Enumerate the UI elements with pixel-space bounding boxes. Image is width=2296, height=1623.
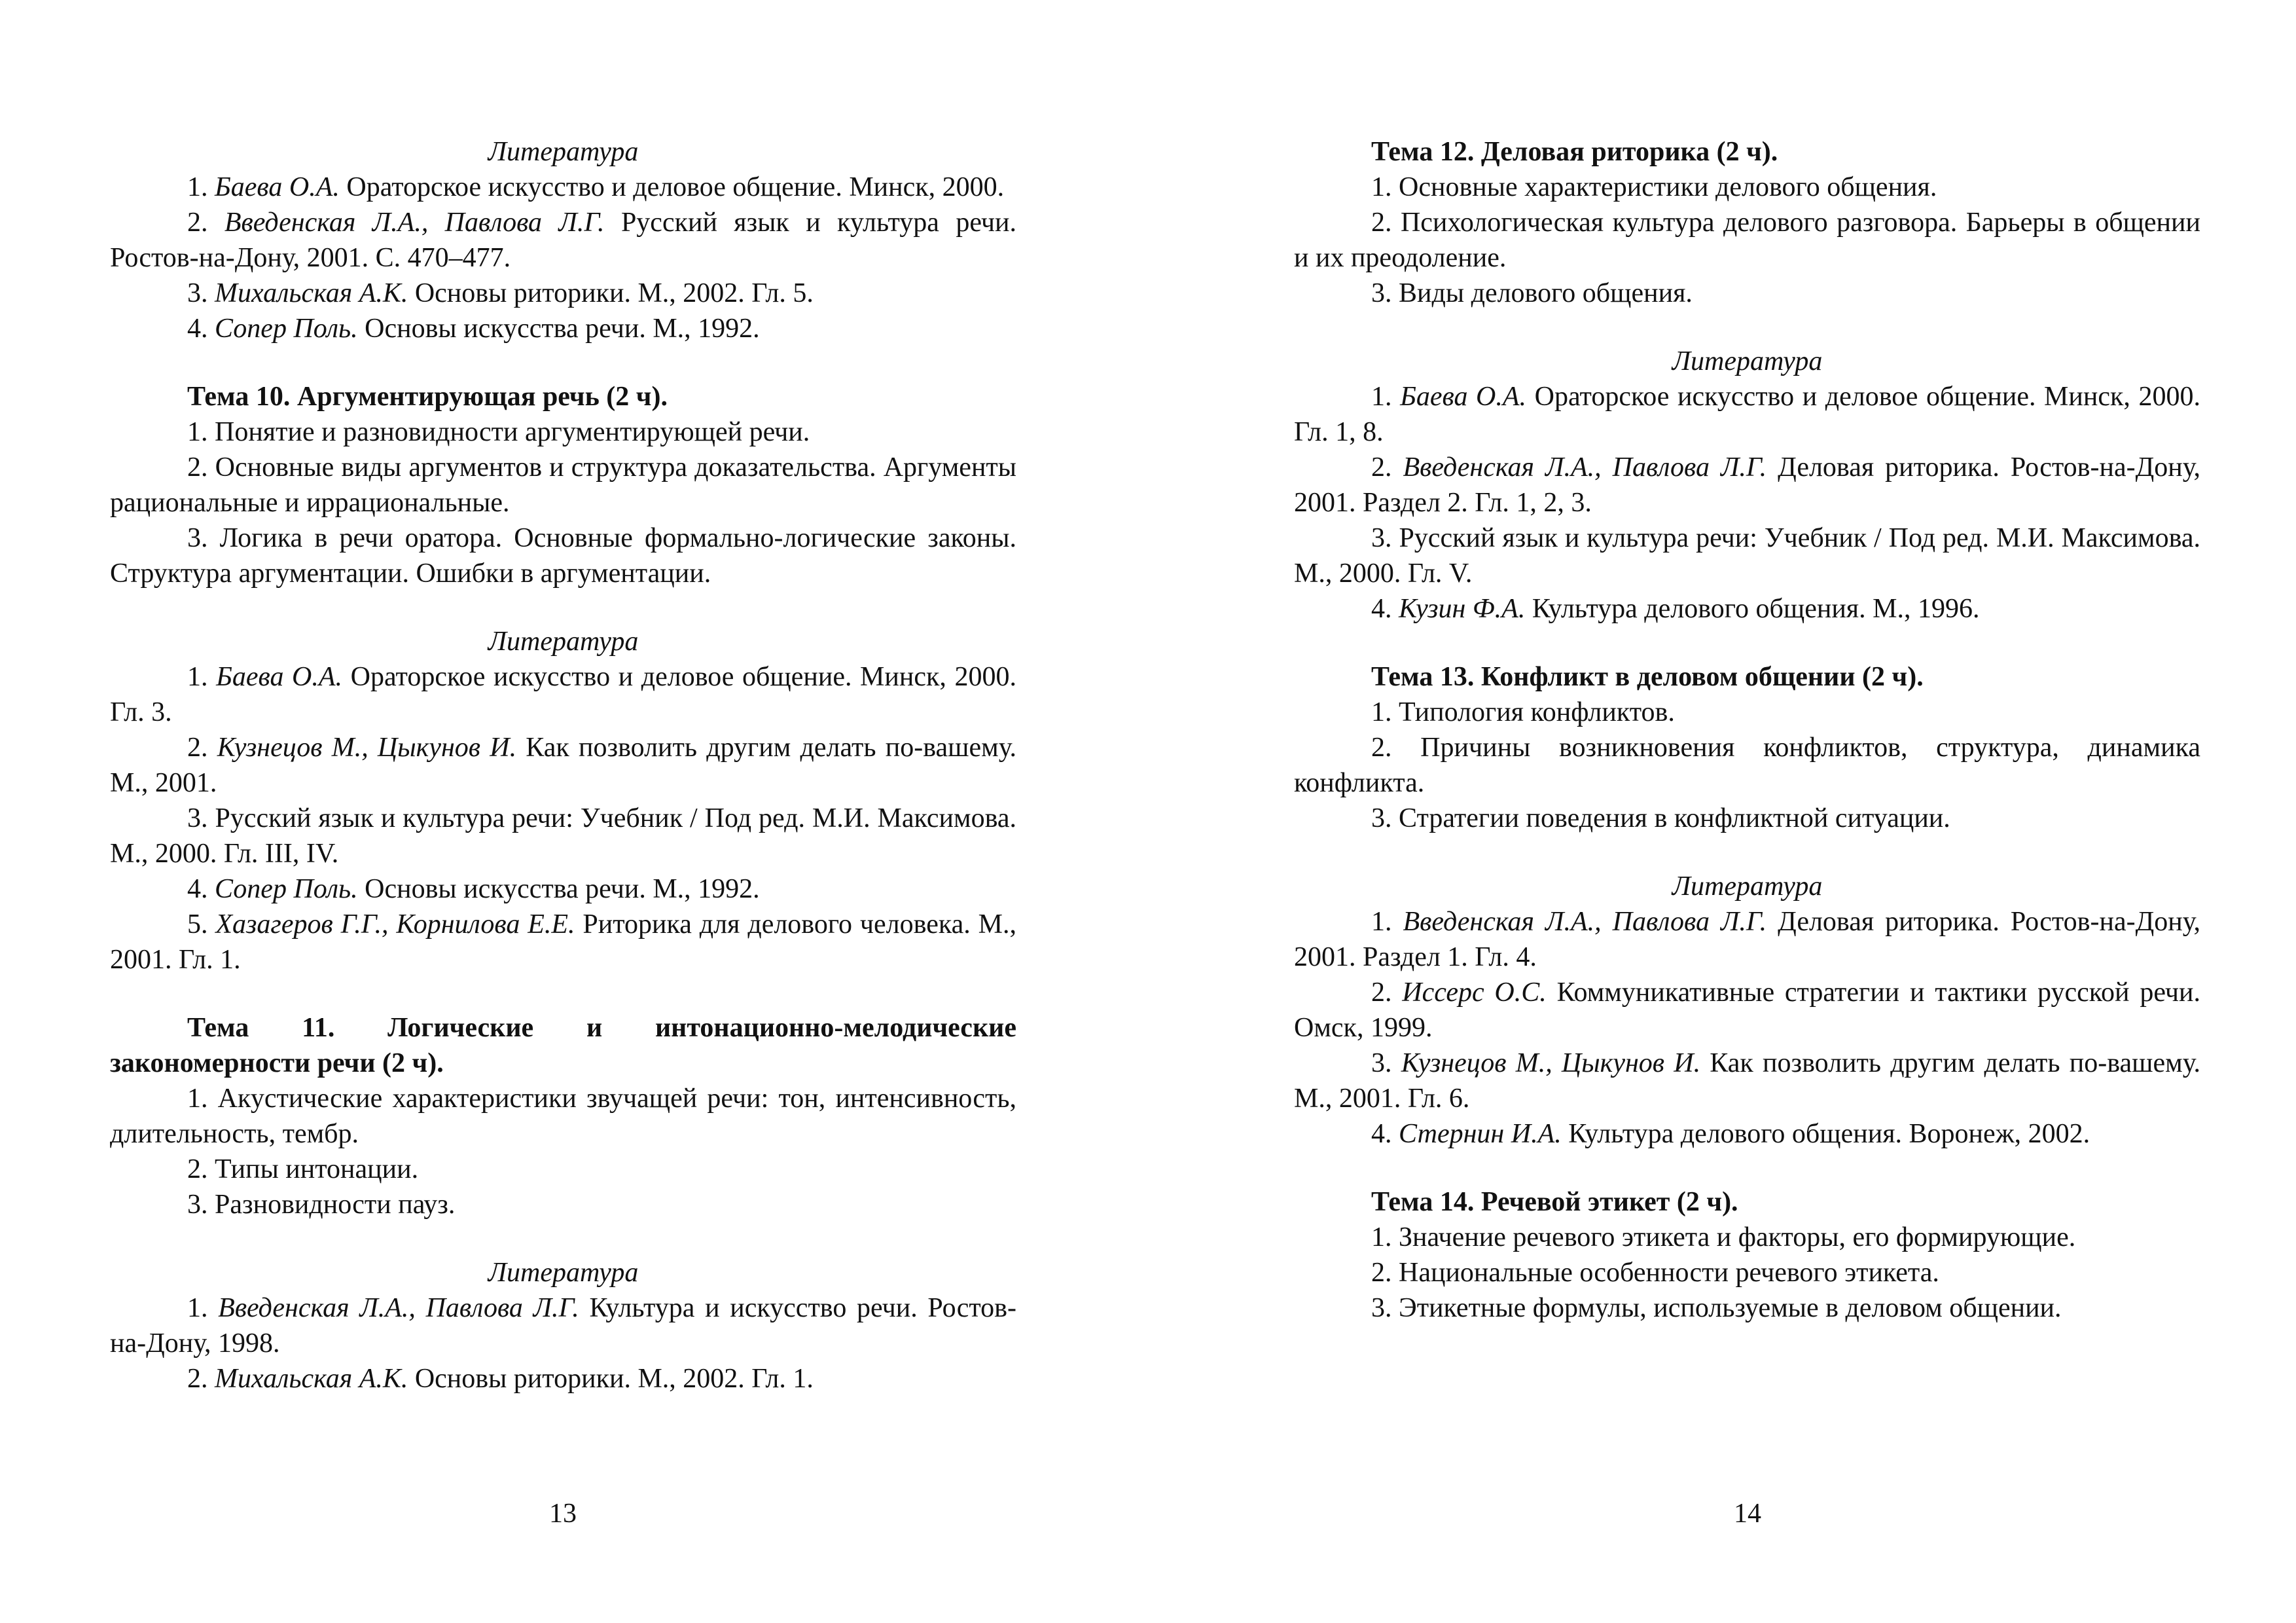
reference-text: Как позволить другим делать по-вашему. М., 2001. Гл. 6. [1294,1048,2201,1114]
reference-author: Введенская Л.А., Павлова Л.Г. [1403,907,1767,937]
reference-item [1294,520,2200,591]
topic-item: 3. Виды делового общения. [1371,278,1693,308]
reference-text: Ораторское искусство и деловое общение. Минск, 2000. Гл. 1, 8. [1294,382,2200,447]
reference-text: Деловая риторика. Ростов-на-Дону, 2001. Раздел 1. Гл. 4. [1294,907,2201,972]
topic-item: 3. Этикетные формулы, используемые в деловом общении. [1371,1293,2062,1323]
topic-heading: Тема 14. Речевой этикет (2 ч). [1371,1187,1738,1217]
reference-author: Сопер Поль. [215,314,358,344]
topic-items [110,414,1016,591]
reference-text: Основы искусства речи. М., 1992. [365,314,760,344]
reference-text: Основы риторики. М., 2002. Гл. 1. [414,1364,814,1394]
reference-number: 4. [187,874,208,904]
topic-item: 1. Акустические характеристики звучащей речи: тон, интенсивность, длительность, тембр. [110,1084,1016,1149]
reference-text: Риторика для делового человека. М., 2001. Гл. 1. [110,909,1017,975]
reference-text: Русский язык и культура речи: Учебник / Под ред. М.И. Максимова. М., 2000. Гл. III, IV. [110,803,1017,869]
reference-list [110,659,1016,977]
reference-item [1294,450,2200,520]
reference-number: 3. [1371,1048,1392,1078]
reference-author: Баева О.А. [215,172,340,202]
topic-heading: Тема 12. Деловая риторика (2 ч). [1371,137,1778,167]
reference-number: 2. [187,208,208,238]
reference-number: 2. [187,1364,208,1394]
topic-heading: Тема 13. Конфликт в деловом общении (2 ч). [1371,662,1924,692]
reference-number: 5. [187,909,208,939]
reference-author: Введенская Л.А., Павлова Л.Г. [1403,452,1767,483]
reference-item [1294,904,2200,975]
reference-number: 1. [187,662,208,692]
reference-text: Деловая риторика. Ростов-на-Дону, 2001. Раздел 2. Гл. 1, 2, 3. [1294,452,2201,518]
reference-author: Введенская Л.А., Павлова Л.Г. [218,1293,579,1323]
reference-text: Культура делового общения. Воронеж, 2002. [1568,1119,2090,1149]
page-number: 13 [549,1499,577,1529]
reference-author: Баева О.А. [1400,382,1527,412]
topic-item: 1. Типология конфликтов. [1371,697,1675,727]
reference-text: Основы риторики. М., 2002. Гл. 5. [414,278,814,308]
topic-heading: Тема 11. Логические и интонационно-мелодические закономерности речи (2 ч). [110,1013,1016,1078]
literature-heading: Литература [488,627,639,657]
reference-list [110,170,1016,346]
reference-author: Кузнецов М., Цыкунов И. [1401,1048,1701,1078]
reference-text: Ораторское искусство и деловое общение. Минск, 2000. [346,172,1005,202]
reference-text: Русский язык и культура речи: Учебник / Под ред. М.И. Максимова. М., 2000. Гл. V. [1294,523,2201,589]
topic-items [1294,695,2200,836]
topic-item: 2. Причины возникновения конфликтов, структура, динамика конфликта. [1294,733,2200,798]
page-number: 14 [1734,1499,1761,1529]
topic-item: 2. Национальные особенности речевого этикета. [1371,1258,1939,1288]
reference-text: Русский язык и культура речи. Ростов-на-Дону, 2001. С. 470–477. [110,208,1017,273]
reference-author: Кузин Ф.А. [1399,594,1526,624]
reference-list [1294,379,2200,627]
reference-number: 1. [187,1293,208,1323]
reference-list [110,1290,1016,1396]
reference-item [1294,975,2200,1046]
topic-heading: Тема 10. Аргументирующая речь (2 ч). [187,382,668,412]
reference-item [110,659,1016,730]
topic-item: 2. Основные виды аргументов и структура доказательства. Аргументы рациональные и иррациональные. [110,452,1016,518]
reference-author: Сопер Поль. [215,874,358,904]
reference-text: Коммуникативные стратегии и тактики русской речи. Омск, 1999. [1294,977,2201,1043]
reference-number: 3. [187,803,208,833]
reference-item [110,1361,1016,1396]
reference-item [110,311,1016,346]
reference-text: Ораторское искусство и деловое общение. Минск, 2000. Гл. 3. [110,662,1016,727]
reference-author: Кузнецов М., Цыкунов И. [217,733,517,763]
reference-author: Иссерс О.С. [1402,977,1547,1008]
reference-author: Михальская А.К. [215,278,408,308]
literature-heading: Литература [1672,871,1823,902]
reference-item [1294,1046,2200,1116]
reference-item [1294,1116,2200,1152]
reference-item [110,205,1016,276]
reference-author: Введенская Л.А., Павлова Л.Г. [224,208,605,238]
reference-text: Как позволить другим делать по-вашему. М., 2001. [110,733,1017,798]
topic-item: 1. Значение речевого этикета и факторы, его формирующие. [1371,1222,2076,1252]
reference-item [110,801,1016,871]
reference-number: 4. [187,314,208,344]
reference-number: 1. [1371,907,1392,937]
reference-number: 3. [187,278,208,308]
reference-author: Михальская А.К. [215,1364,408,1394]
literature-heading: Литература [488,137,639,167]
topic-items [1294,1220,2200,1326]
reference-item [110,1290,1016,1361]
reference-item [110,907,1016,977]
topic-item: 2. Психологическая культура делового разговора. Барьеры в общении и их преодоление. [1294,208,2200,273]
reference-number: 2. [187,733,208,763]
topic-item: 2. Типы интонации. [187,1154,419,1184]
literature-heading: Литература [488,1258,639,1288]
reference-number: 1. [1371,382,1392,412]
reference-number: 2. [1371,452,1392,483]
reference-author: Баева О.А. [216,662,343,692]
reference-number: 4. [1371,594,1392,624]
topic-item: 3. Стратегии поведения в конфликтной ситуации. [1371,803,1950,833]
topic-item: 3. Логика в речи оратора. Основные формально-логические законы. Структура аргументации. Ошибки в аргументации. [110,523,1016,589]
reference-item [110,170,1016,205]
reference-list [1294,904,2200,1152]
reference-number: 2. [1371,977,1392,1008]
reference-author: Хазагеров Г.Г., Корнилова Е.Е. [215,909,575,939]
reference-item [1294,379,2200,450]
left-page [110,134,1016,1396]
reference-text: Основы искусства речи. М., 1992. [365,874,760,904]
reference-number: 4. [1371,1119,1392,1149]
topic-item: 3. Разновидности пауз. [187,1190,456,1220]
topic-items [1294,170,2200,311]
reference-item [110,730,1016,801]
topic-item: 1. Понятие и разновидности аргументирующей речи. [187,417,810,447]
topic-item: 1. Основные характеристики делового общения. [1371,172,1937,202]
reference-number: 3. [1371,523,1392,553]
right-page [1294,134,2200,1326]
reference-text: Культура и искусство речи. Ростов-на-Дону, 1998. [110,1293,1016,1359]
topic-items [110,1081,1016,1222]
reference-number: 1. [187,172,208,202]
reference-item [110,276,1016,311]
reference-item [110,871,1016,907]
reference-item [1294,591,2200,627]
literature-heading: Литература [1672,346,1823,376]
reference-author: Стернин И.А. [1399,1119,1562,1149]
reference-text: Культура делового общения. М., 1996. [1532,594,1980,624]
